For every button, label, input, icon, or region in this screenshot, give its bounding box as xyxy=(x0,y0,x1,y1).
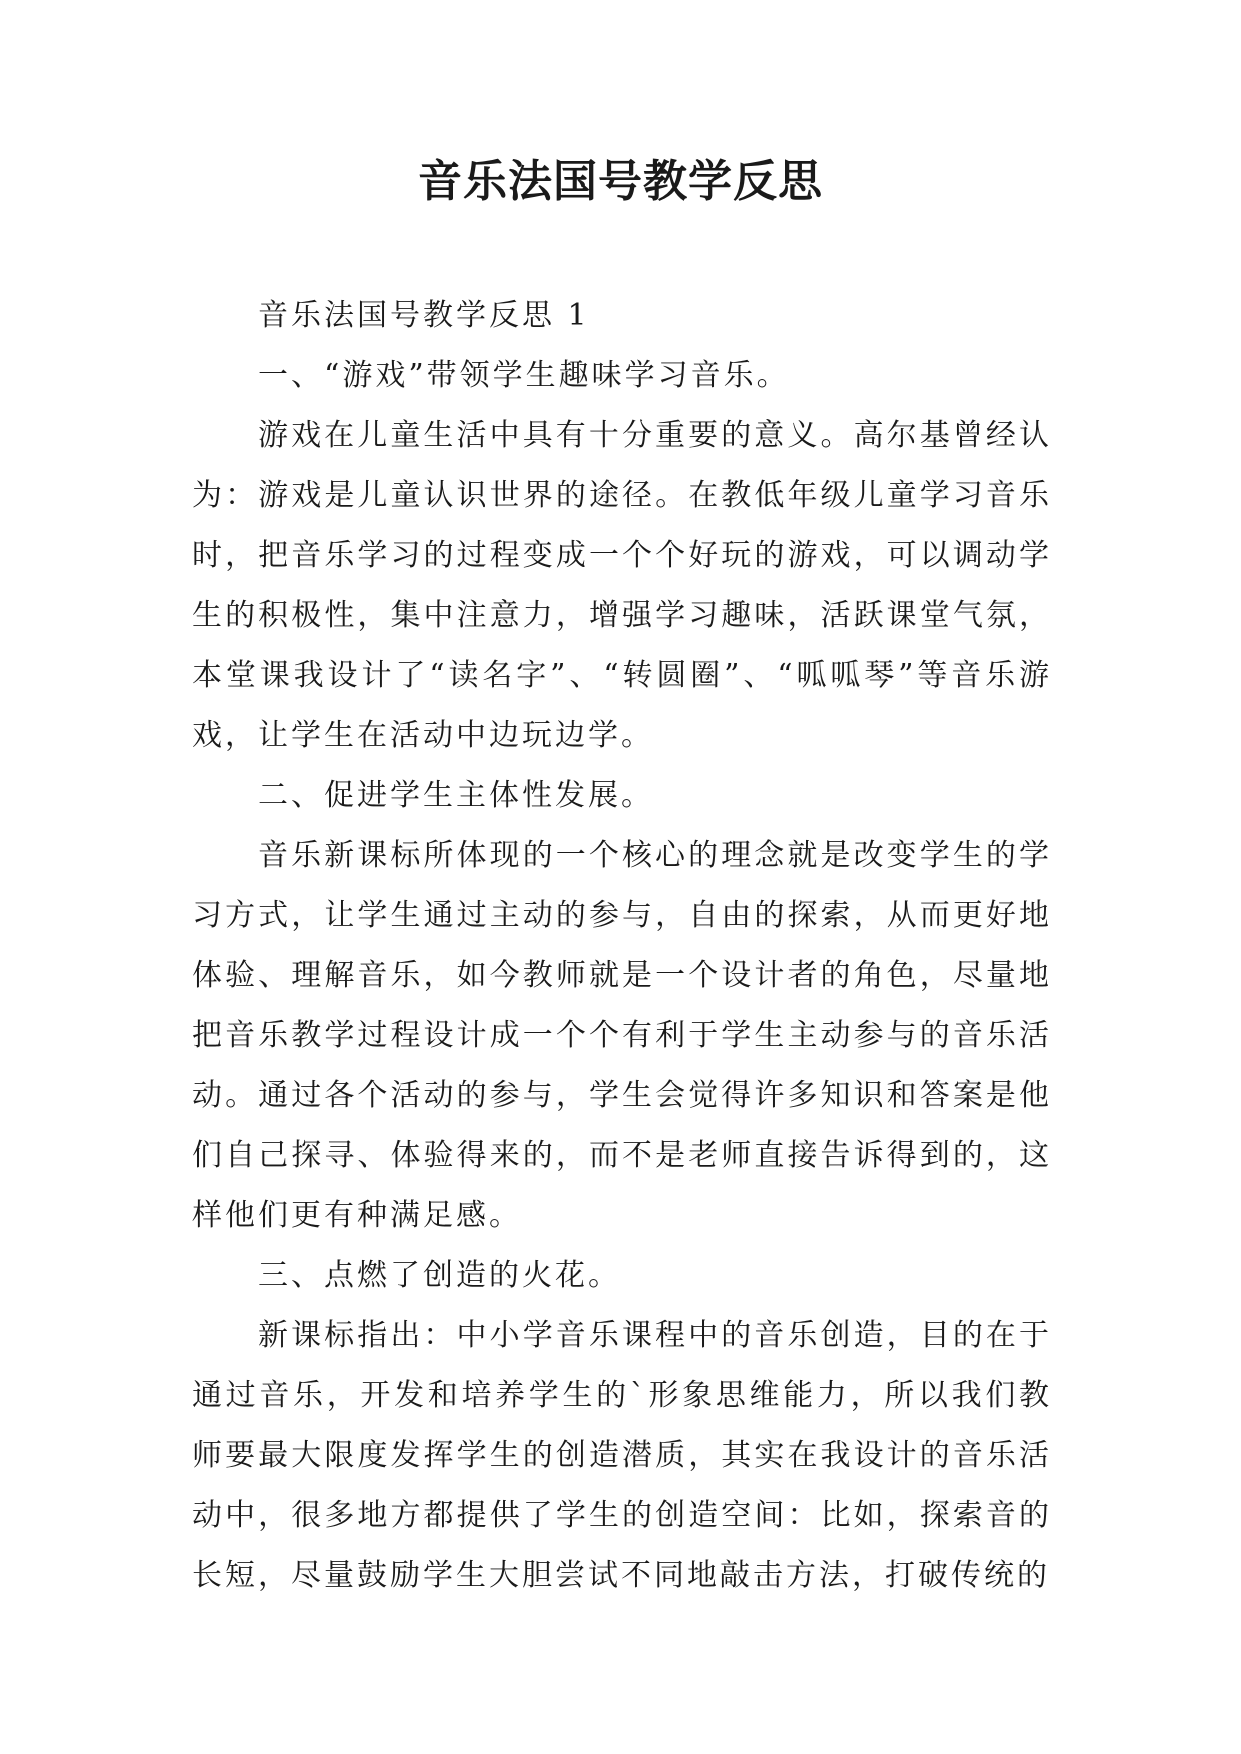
section-heading: 音乐法国号教学反思 1 xyxy=(258,298,590,333)
subheading-two: 二、促进学生主体性发展。 xyxy=(258,778,654,813)
document-body xyxy=(192,286,1052,1606)
paragraph-creativity: 新课标指出：中小学音乐课程中的音乐创造，目的在于通过音乐，开发和培养学生的`形象思维能力，所以我们教师要最大限度发挥学生的创造潜质，其实在我设计的音乐活动中，很多地方都提供了学生的创造空间：比如，探索音的长短，尽量鼓励学生大胆尝试不同地敲击方法，打破传统的 xyxy=(192,1318,1052,1593)
subheading-three: 三、点燃了创造的火花。 xyxy=(258,1258,621,1293)
document-title: 音乐法国号教学反思 xyxy=(418,156,823,207)
paragraph-games: 游戏在儿童生活中具有十分重要的意义。高尔基曾经认为：游戏是儿童认识世界的途径。在教低年级儿童学习音乐时，把音乐学习的过程变成一个个好玩的游戏，可以调动学生的积极性，集中注意力，增强学习趣味，活跃课堂气氛，本堂课我设计了“读名字”、“转圆圈”、“呱呱琴”等音乐游戏，让学生在活动中边玩边学。 xyxy=(192,418,1052,753)
subheading-one: 一、“游戏”带领学生趣味学习音乐。 xyxy=(258,358,790,393)
paragraph-student-initiative: 音乐新课标所体现的一个核心的理念就是改变学生的学习方式，让学生通过主动的参与，自由的探索，从而更好地体验、理解音乐，如今教师就是一个设计者的角色，尽量地把音乐教学过程设计成一个个有利于学生主动参与的音乐活动。通过各个活动的参与，学生会觉得许多知识和答案是他们自己探寻、体验得来的，而不是老师直接告诉得到的，这样他们更有种满足感。 xyxy=(192,838,1052,1233)
